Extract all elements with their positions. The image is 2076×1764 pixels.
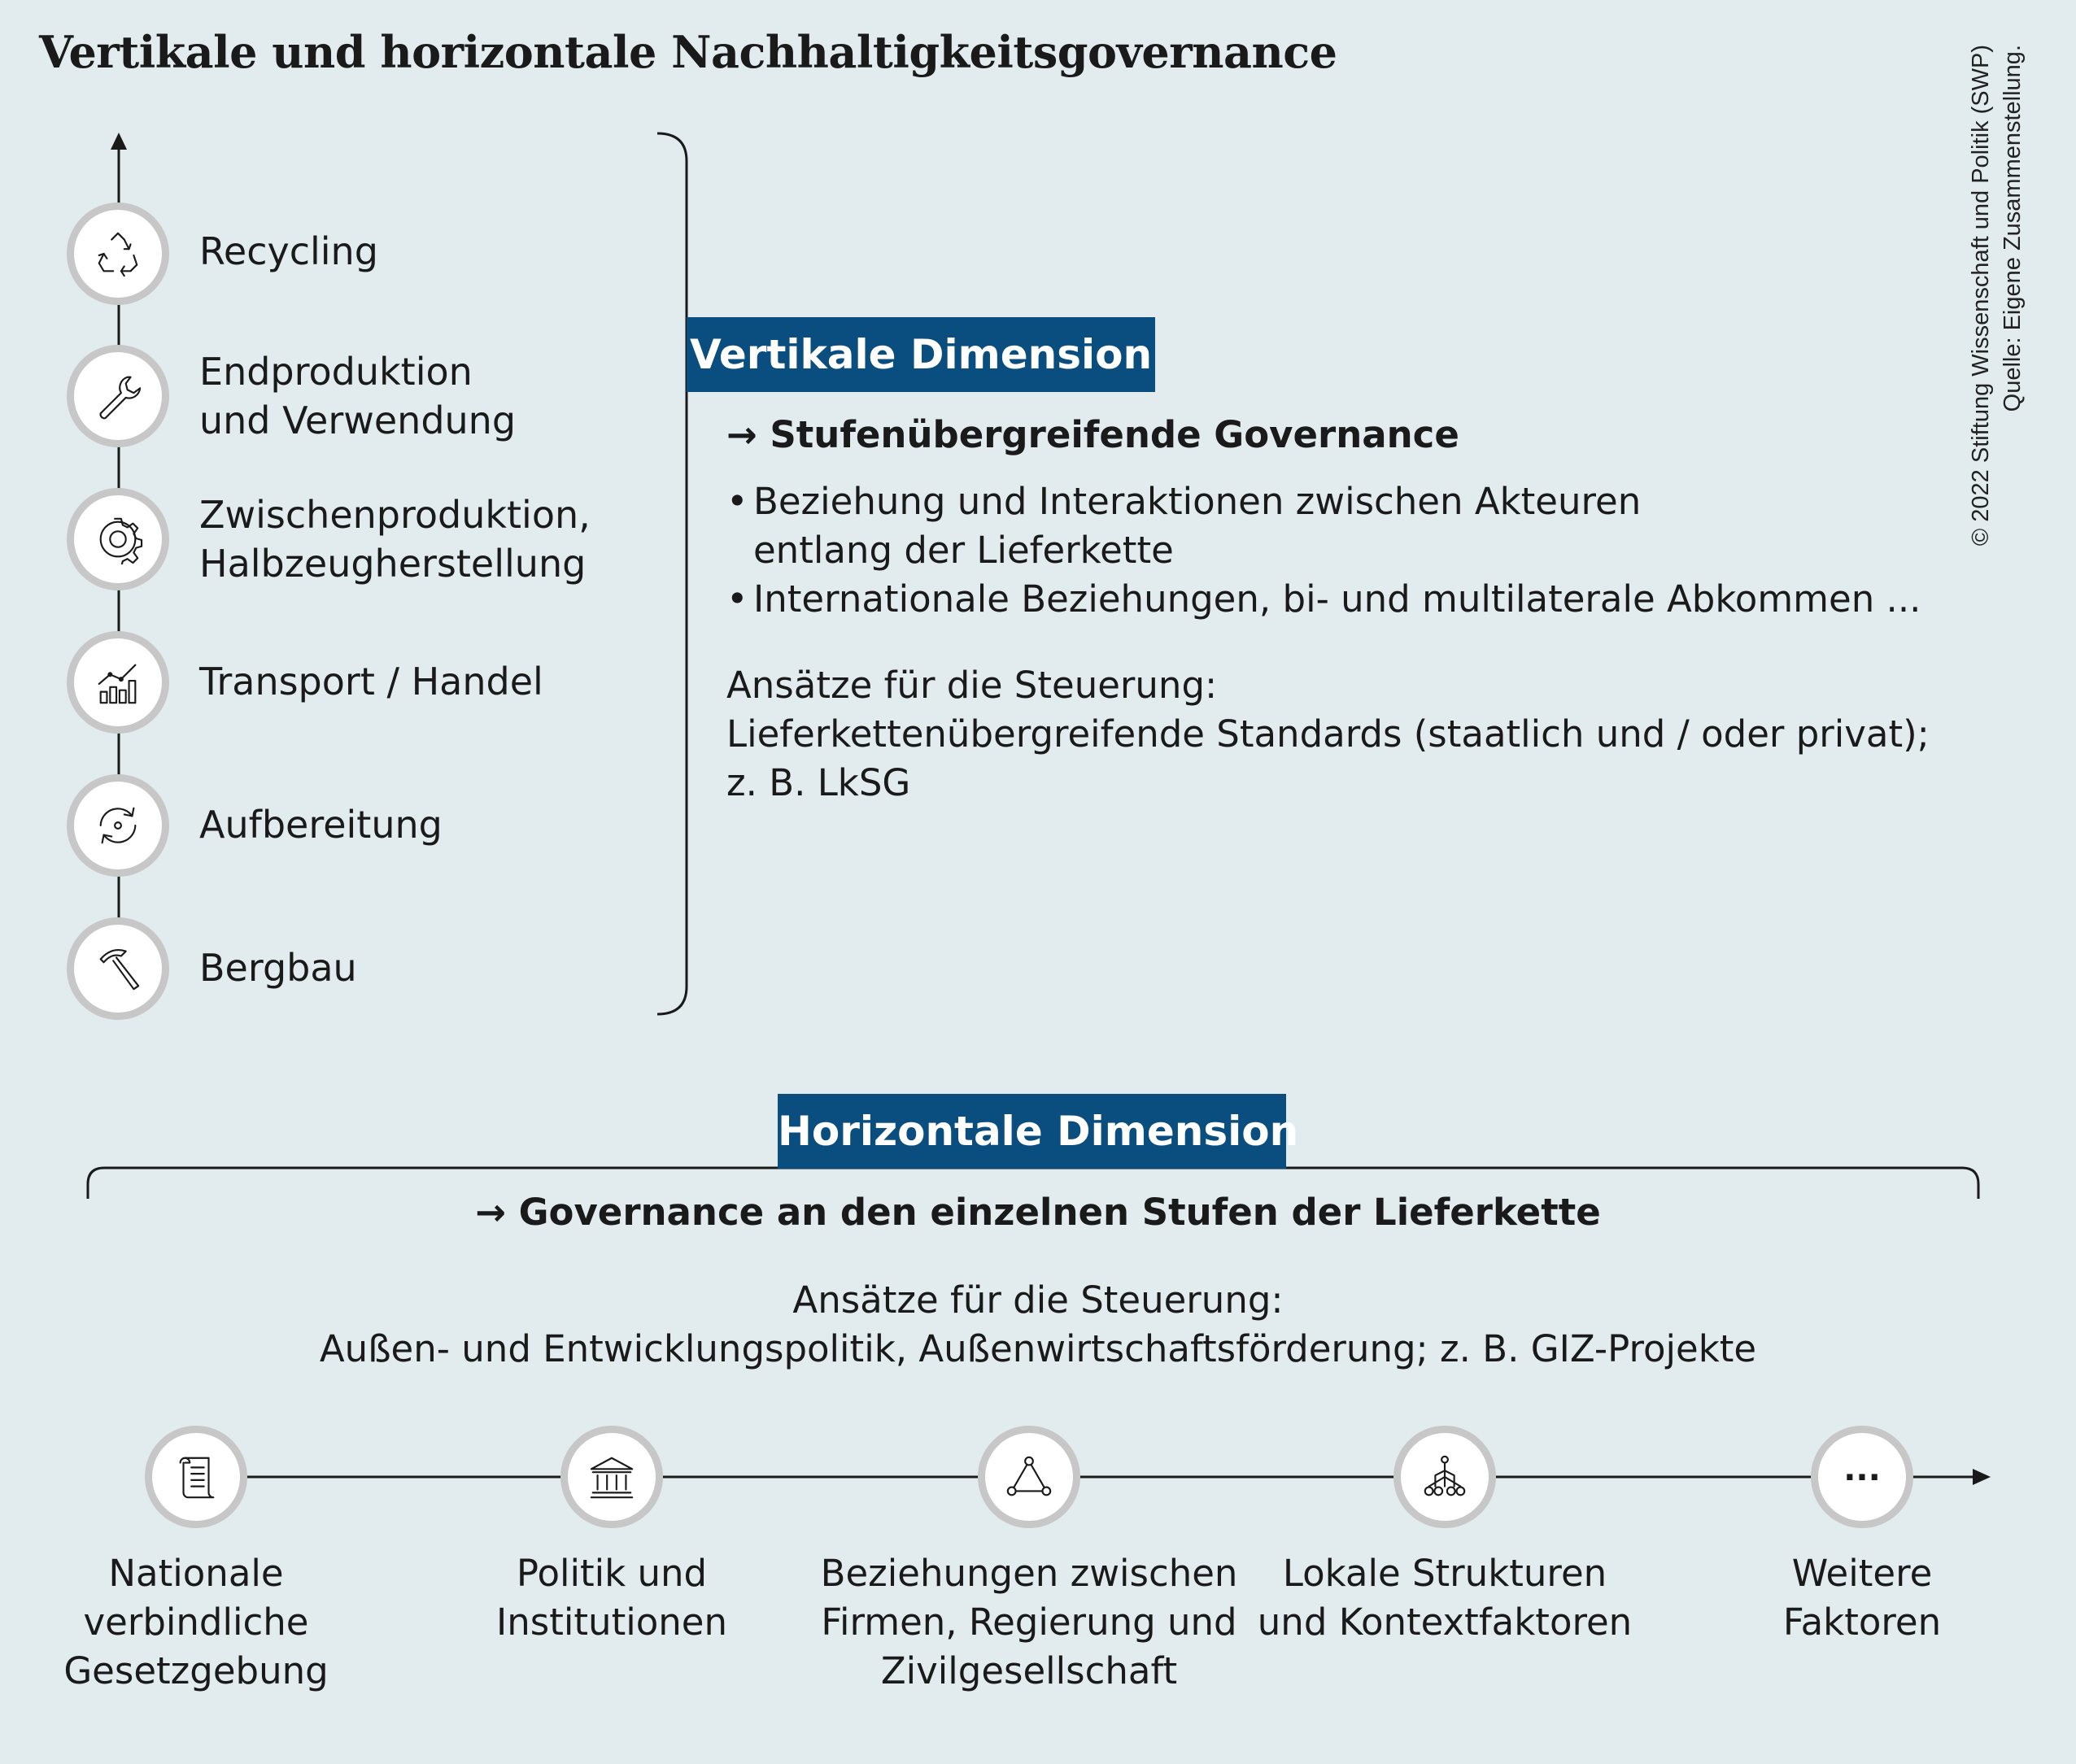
stage-aufbereitung-badge — [67, 774, 169, 877]
stage-zwischenproduktion-badge — [67, 488, 169, 590]
list-item: • Internationale Beziehungen, bi- und multilaterale Abkommen ... — [726, 575, 1930, 624]
refresh-icon — [93, 800, 143, 851]
factor-label-gesetzgebung: Nationale verbindliche Gesetzgebung — [63, 1552, 329, 1692]
horizontal-dimension-title: Horizontale Dimension — [778, 1094, 1286, 1169]
triangle-network-icon — [1004, 1452, 1054, 1502]
vertical-approach: Ansätze für die Steuerung: Lieferkettenübergreifende Standards (staatlich und / oder privat); z. B. LkSG — [726, 664, 1930, 804]
stage-label-recycling: Recycling — [199, 229, 378, 273]
vertical-axis-arrowhead — [111, 133, 127, 150]
stage-label-transport: Transport / Handel — [199, 660, 543, 703]
stage-recycling-badge — [67, 203, 169, 305]
vertical-dimension-title: Vertikale Dimension — [687, 317, 1155, 392]
stage-label-endproduktion: Endproduktion und Verwendung — [199, 350, 517, 442]
ellipsis-icon: ... — [1843, 1451, 1881, 1488]
stage-label-aufbereitung: Aufbereitung — [199, 803, 443, 847]
wrench-icon — [93, 371, 143, 421]
horizontal-heading: → Governance an den einzelnen Stufen der Lieferkette — [475, 1191, 1601, 1234]
vertical-dimension-content — [726, 411, 1930, 808]
vertical-heading: → Stufenübergreifende Governance — [726, 413, 1459, 456]
institution-icon — [587, 1452, 637, 1502]
factor-gesetzgebung-badge — [145, 1426, 247, 1528]
scroll-icon — [171, 1452, 221, 1502]
vertical-bracket — [657, 133, 687, 1014]
factor-politik-badge — [560, 1426, 663, 1528]
chart-icon — [93, 657, 143, 708]
vertical-bullet-list — [726, 477, 1930, 624]
factor-beziehungen-badge — [978, 1426, 1080, 1528]
copyright-text: © 2022 Stiftung Wissenschaft und Politik (SWP) — [1968, 45, 1994, 547]
pickaxe-icon — [93, 943, 143, 994]
source-credit — [1965, 45, 2029, 614]
page-title: Vertikale und horizontale Nachhaltigkeitsgovernance — [39, 26, 1337, 78]
recycling-icon — [93, 229, 143, 279]
horizontal-approach: Ansätze für die Steuerung: Außen- und Entwicklungspolitik, Außenwirtschaftsförderung; z. B. GIZ-Projekte — [319, 1278, 1757, 1370]
stage-bergbau-badge — [67, 917, 169, 1020]
horizontal-axis-arrowhead — [1973, 1469, 1991, 1485]
factor-weitere-badge — [1811, 1426, 1913, 1528]
factor-label-weitere: Weitere Faktoren — [1782, 1552, 1942, 1644]
hierarchy-icon — [1420, 1452, 1470, 1502]
factor-label-politik: Politik und Institutionen — [496, 1552, 727, 1644]
factor-label-lokale: Lokale Strukturen und Kontextfaktoren — [1257, 1552, 1633, 1644]
gear-icon — [93, 514, 143, 564]
list-item: • Beziehung und Interaktionen zwischen Akteuren entlang der Lieferkette — [726, 477, 1930, 575]
factor-lokale-badge — [1393, 1426, 1496, 1528]
stage-label-bergbau: Bergbau — [199, 946, 357, 990]
factor-label-beziehungen: Beziehungen zwischen Firmen, Regierung und Zivilgesellschaft — [820, 1552, 1238, 1692]
stage-transport-badge — [67, 631, 169, 734]
source-text: Quelle: Eigene Zusammenstellung. — [2000, 45, 2026, 412]
stage-endproduktion-badge — [67, 345, 169, 447]
stage-label-zwischenproduktion: Zwischenproduktion, Halbzeugherstellung — [199, 493, 591, 586]
